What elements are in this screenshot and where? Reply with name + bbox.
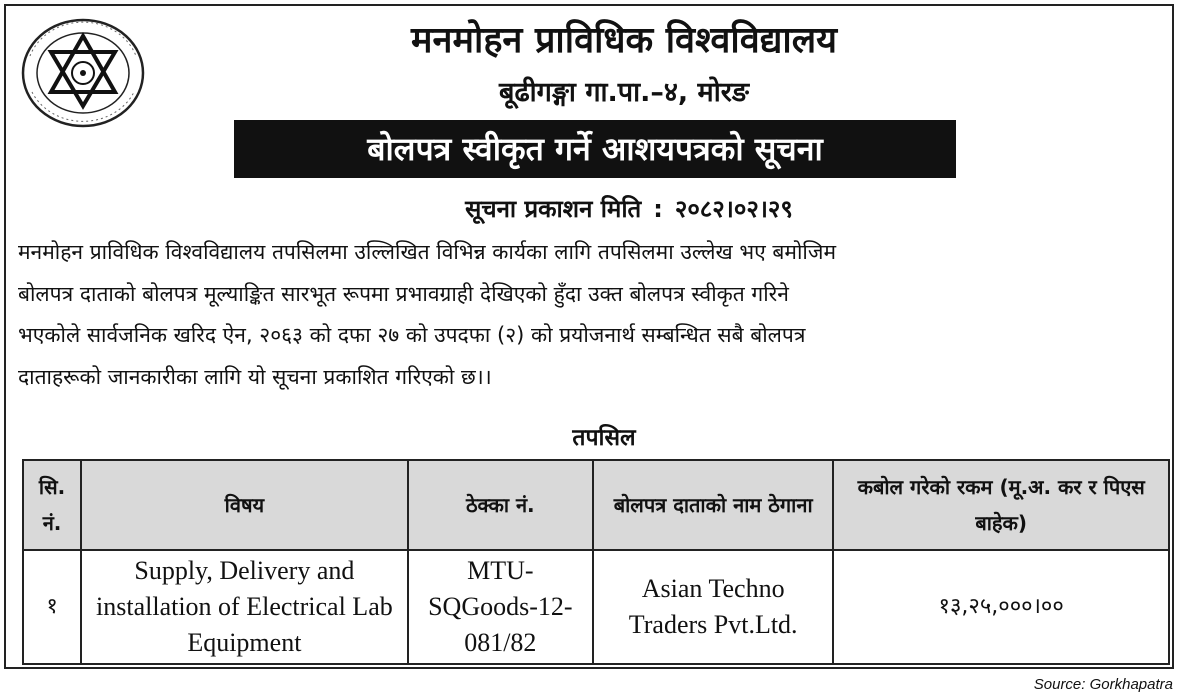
- notice-frame: [4, 4, 1174, 669]
- cell-amount: १३,२५,०००।००: [833, 550, 1169, 664]
- cell-sn: १: [23, 550, 81, 664]
- university-address: बूढीगङ्गा गा.पा.–४, मोरङ: [499, 77, 749, 108]
- details-table: [22, 459, 1170, 665]
- table-row: [23, 550, 1169, 664]
- notice-body: [18, 232, 1168, 398]
- publication-date-separator: :: [653, 195, 663, 223]
- table-header-row: [23, 460, 1169, 550]
- publication-date-line: [6, 192, 1172, 225]
- publication-date-label: सूचना प्रकाशन मिति: [465, 195, 642, 223]
- header-sn: सि. नं.: [23, 460, 81, 550]
- cell-subject: Supply, Delivery and installation of Electrical Lab Equipment: [81, 550, 408, 664]
- university-name: मनमोहन प्राविधिक विश्वविद्यालय: [410, 20, 838, 61]
- notice-body-line: दाताहरूको जानकारीका लागि यो सूचना प्रकाशित गरिएको छ।।: [18, 364, 492, 389]
- notice-body-line: मनमोहन प्राविधिक विश्वविद्यालय तपसिलमा उल्लिखित विभिन्न कार्यका लागि तपसिलमा उल्लेख भए बमोजिम: [18, 240, 837, 264]
- notice-title: बोलपत्र स्वीकृत गर्ने आशयपत्रको सूचना: [234, 120, 956, 178]
- notice-body-line: बोलपत्र दाताको बोलपत्र मूल्याङ्कित सारभूत रूपमा प्रभावग्राही देखिएको हुँदा उक्त बोलपत्र स्वीकृत गरिने: [18, 281, 789, 306]
- header-bidder-name: बोलपत्र दाताको नाम ठेगाना: [593, 460, 833, 550]
- header-subject: विषय: [81, 460, 408, 550]
- cell-bidder-name: Asian Techno Traders Pvt.Ltd.: [593, 550, 833, 664]
- source-credit: Source: Gorkhapatra: [1033, 676, 1173, 693]
- notice-body-line: भएकोले सार्वजनिक खरिद ऐन, २०६३ को दफा २७ को उपदफा (२) को प्रयोजनार्थ सम्बन्धित सबै बोलपत्र: [18, 323, 806, 347]
- cell-contract-no: MTU-SQGoods-12-081/82: [408, 550, 593, 664]
- publication-date-value: २०८२।०२।२९: [674, 195, 793, 223]
- header-contract-no: ठेक्का नं.: [408, 460, 593, 550]
- header-amount: कबोल गरेको रकम (मू.अ. कर र पिएस बाहेक): [833, 460, 1169, 550]
- details-title: तपसिल: [572, 425, 636, 451]
